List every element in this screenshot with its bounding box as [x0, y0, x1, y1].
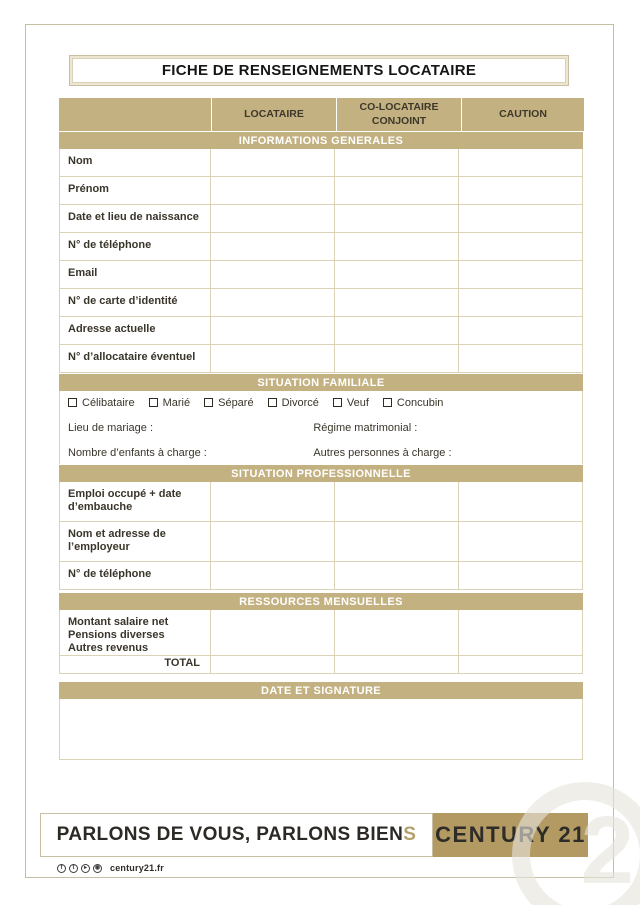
page-title: FICHE DE RENSEIGNEMENTS LOCATAIRE: [161, 62, 477, 79]
checkbox-label: Concubin: [396, 396, 444, 409]
row-label: [59, 610, 211, 656]
table-row-carte-identite: [59, 289, 583, 317]
field-cell-colocataire[interactable]: [335, 654, 459, 674]
table-row-prenom: [59, 177, 583, 205]
table-row-allocataire: [59, 345, 583, 373]
slogan-accent: S: [403, 824, 417, 845]
page-frame: [25, 24, 614, 878]
facebook-icon[interactable]: f: [57, 864, 66, 873]
checkbox-icon: [149, 398, 158, 407]
field-cell-caution[interactable]: [459, 482, 583, 522]
row-label: N° de téléphone: [59, 233, 211, 261]
section-heading-professional: SITUATION PROFESSIONNELLE: [59, 465, 583, 482]
table-row-naissance: [59, 205, 583, 233]
checkbox-label: Séparé: [218, 396, 254, 409]
section-heading-signature: DATE ET SIGNATURE: [59, 682, 583, 699]
field-cell-locataire[interactable]: [211, 317, 335, 345]
checkbox-icon: [204, 398, 213, 407]
table-row-ressources: [59, 610, 583, 654]
resource-line: Autres revenus: [68, 642, 149, 654]
marital-status-options: [60, 391, 582, 414]
title-box: [69, 55, 569, 86]
field-cell-colocataire[interactable]: [335, 177, 459, 205]
youtube-icon[interactable]: ▸: [81, 864, 90, 873]
field-cell-caution[interactable]: [459, 522, 583, 562]
checkbox-label: Célibataire: [82, 396, 135, 409]
field-cell-colocataire[interactable]: [335, 205, 459, 233]
field-cell-colocataire[interactable]: [335, 149, 459, 177]
section-heading-resources: RESSOURCES MENSUELLES: [59, 593, 583, 610]
field-cell-colocataire[interactable]: [335, 289, 459, 317]
field-cell-caution[interactable]: [459, 289, 583, 317]
field-enfants-charge[interactable]: Nombre d’enfants à charge :: [68, 447, 207, 459]
field-cell-locataire[interactable]: [211, 345, 335, 373]
row-label: N° d’allocataire éventuel: [59, 345, 211, 373]
field-cell-locataire[interactable]: [211, 177, 335, 205]
field-cell-locataire[interactable]: [211, 205, 335, 233]
row-label: Date et lieu de naissance: [59, 205, 211, 233]
field-cell-caution[interactable]: [459, 149, 583, 177]
table-row-nom: [59, 149, 583, 177]
field-cell-colocataire[interactable]: [335, 233, 459, 261]
checkbox-label: Divorcé: [281, 396, 319, 409]
instagram-icon[interactable]: ◉: [94, 864, 101, 871]
table-row-employeur: [59, 522, 583, 562]
field-cell-caution[interactable]: [459, 610, 583, 656]
field-cell-caution[interactable]: [459, 177, 583, 205]
row-label: Prénom: [59, 177, 211, 205]
column-header-colocataire: CO-LOCATAIRE CONJOINT: [337, 98, 461, 131]
field-cell-caution[interactable]: [459, 261, 583, 289]
row-label: Adresse actuelle: [59, 317, 211, 345]
field-cell-colocataire[interactable]: [335, 610, 459, 656]
field-cell-locataire[interactable]: [211, 149, 335, 177]
resource-line: Montant salaire net: [68, 616, 169, 628]
row-label: Emploi occupé + date d’embauche: [59, 482, 211, 522]
column-header-empty: [59, 98, 211, 131]
field-cell-caution[interactable]: [459, 345, 583, 373]
century21-logo: [433, 813, 588, 857]
checkbox-celibataire[interactable]: [68, 397, 135, 409]
row-label: N° de téléphone: [59, 562, 211, 590]
checkbox-concubin[interactable]: [383, 397, 443, 409]
table-row-telephone: [59, 233, 583, 261]
field-cell-colocataire[interactable]: [335, 522, 459, 562]
dependents-row: [60, 442, 582, 464]
brand-slogan: [40, 813, 433, 857]
checkbox-veuf[interactable]: [333, 397, 369, 409]
field-cell-caution[interactable]: [459, 205, 583, 233]
field-cell-colocataire[interactable]: [335, 317, 459, 345]
field-cell-locataire[interactable]: [211, 654, 335, 674]
form-table: [59, 98, 583, 760]
table-row-email: [59, 261, 583, 289]
signature-area[interactable]: [59, 699, 583, 760]
table-row-adresse: [59, 317, 583, 345]
slogan-text: PARLONS DE VOUS, PARLONS BIEN: [56, 824, 404, 845]
total-label: TOTAL: [59, 654, 211, 674]
field-cell-colocataire[interactable]: [335, 261, 459, 289]
field-cell-locataire[interactable]: [211, 233, 335, 261]
twitter-icon[interactable]: t: [69, 864, 78, 873]
field-cell-locataire[interactable]: [211, 261, 335, 289]
column-header-row: [59, 98, 583, 131]
field-cell-caution[interactable]: [459, 562, 583, 590]
row-label: Nom et adresse de l’employeur: [59, 522, 211, 562]
column-header-caution: CAUTION: [462, 98, 584, 131]
field-lieu-mariage[interactable]: Lieu de mariage :: [68, 422, 153, 434]
row-label: Nom: [59, 149, 211, 177]
field-cell-locataire[interactable]: [211, 562, 335, 590]
field-autres-personnes[interactable]: Autres personnes à charge :: [313, 447, 452, 459]
family-section: [59, 391, 583, 464]
field-regime-matrimonial[interactable]: Régime matrimonial :: [313, 422, 418, 434]
checkbox-icon: [333, 398, 342, 407]
checkbox-icon: [68, 398, 77, 407]
resource-line: Pensions diverses: [68, 629, 165, 641]
field-cell-caution[interactable]: [459, 233, 583, 261]
checkbox-separe[interactable]: [204, 397, 253, 409]
table-row-total: [59, 654, 583, 674]
section-heading-family: SITUATION FAMILIALE: [59, 374, 583, 391]
checkbox-label: Marié: [162, 396, 191, 409]
checkbox-divorce[interactable]: [268, 397, 319, 409]
table-row-tel-pro: [59, 562, 583, 590]
checkbox-marie[interactable]: [149, 397, 191, 409]
field-cell-colocataire[interactable]: [335, 562, 459, 590]
checkbox-icon: [383, 398, 392, 407]
field-cell-caution[interactable]: [459, 654, 583, 674]
footer-bar: [40, 813, 588, 857]
checkbox-icon: [268, 398, 277, 407]
checkbox-label: Veuf: [346, 396, 369, 409]
website-link[interactable]: century21.fr: [110, 863, 164, 873]
field-cell-locataire[interactable]: [211, 610, 335, 656]
row-label: Email: [59, 261, 211, 289]
row-label: N° de carte d’identité: [59, 289, 211, 317]
field-cell-caution[interactable]: [459, 317, 583, 345]
table-row-emploi: [59, 482, 583, 522]
section-heading-general: INFORMATIONS GENERALES: [59, 132, 583, 149]
brand-name: CENTURY 21: [435, 822, 586, 847]
watermark-digit: 2: [580, 797, 634, 904]
field-cell-locataire[interactable]: [211, 522, 335, 562]
footer-social-row: [57, 861, 164, 875]
column-header-locataire: LOCATAIRE: [212, 98, 336, 131]
marriage-row: [60, 414, 582, 442]
field-cell-colocataire[interactable]: [335, 345, 459, 373]
field-cell-locataire[interactable]: [211, 482, 335, 522]
field-cell-locataire[interactable]: [211, 289, 335, 317]
field-cell-colocataire[interactable]: [335, 482, 459, 522]
